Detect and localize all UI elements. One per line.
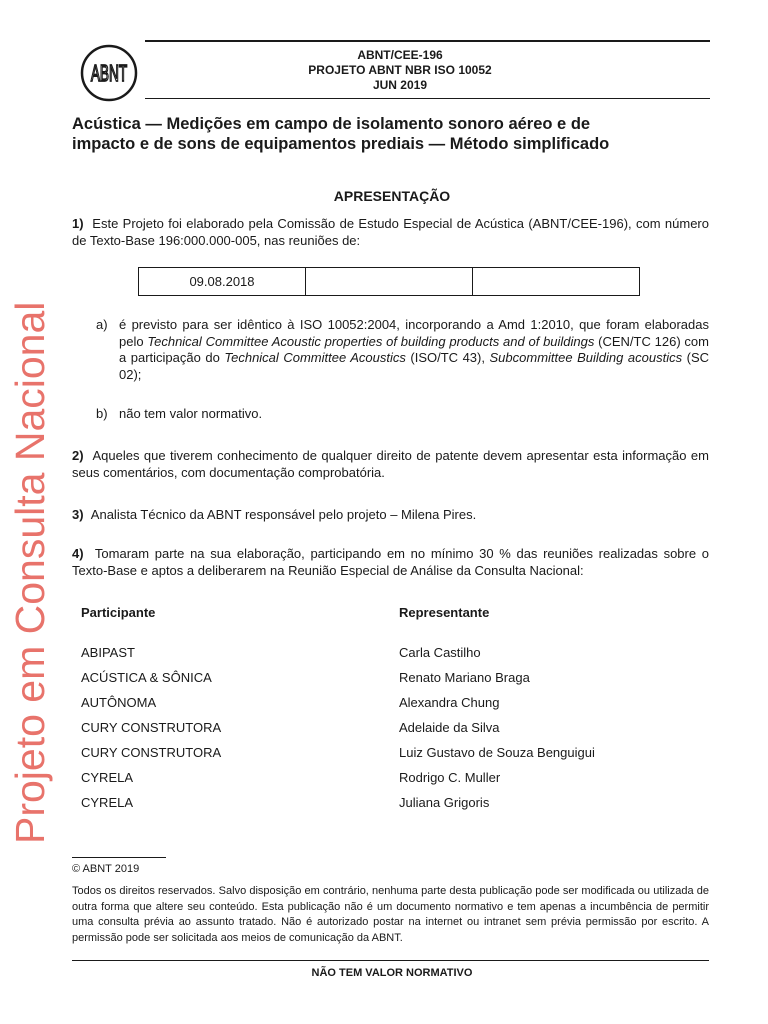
participant-cell: ACÚSTICA & SÔNICA bbox=[81, 670, 212, 685]
meeting-dates-table bbox=[138, 267, 640, 296]
meeting-date-cell bbox=[473, 268, 640, 296]
document-title-line2: impacto e de sons de equipamentos prediais — Método simplificado bbox=[72, 135, 610, 153]
footer-rule bbox=[72, 960, 709, 961]
list-item-b bbox=[96, 406, 709, 423]
paragraph-1 bbox=[72, 216, 709, 249]
list-item-b-label: b) bbox=[96, 406, 108, 421]
side-watermark: Projeto em Consulta Nacional bbox=[7, 301, 53, 844]
header-bottom-rule bbox=[145, 98, 710, 99]
list-item-a-text: é previsto para ser idêntico à ISO 10052:2004, incorporando a Amd 1:2010, que foram elaboradas pelo Technical Committee Acoustic properties of building products and of buildings (CEN/TC 126) com a participação do Technical Committee Acoustics (ISO/TC 43), Subcommittee Building acoustics (SC 02); bbox=[119, 317, 710, 382]
header-date: JUN 2019 bbox=[372, 78, 428, 92]
representative-cell: Carla Castilho bbox=[399, 645, 481, 660]
representative-cell: Juliana Grigoris bbox=[399, 795, 490, 810]
copyright-notice: © ABNT 2019 bbox=[72, 863, 140, 875]
paragraph-4-number: 4) bbox=[72, 546, 84, 561]
copyright-rule bbox=[72, 857, 166, 858]
paragraph-2 bbox=[72, 448, 709, 481]
paragraph-2-number: 2) bbox=[72, 448, 84, 463]
participant-cell: CURY CONSTRUTORA bbox=[81, 745, 222, 760]
list-item-a-label: a) bbox=[96, 317, 108, 332]
abnt-logo bbox=[80, 44, 138, 102]
participant-cell: CYRELA bbox=[81, 795, 134, 810]
paragraph-3-number: 3) bbox=[72, 507, 84, 522]
section-title: APRESENTAÇÃO bbox=[333, 188, 451, 204]
participant-cell: CYRELA bbox=[81, 770, 134, 785]
abnt-logo-text bbox=[91, 62, 128, 88]
paragraph-1-number: 1) bbox=[72, 216, 84, 231]
participant-cell: ABIPAST bbox=[81, 645, 135, 660]
paragraph-2-text: Aqueles que tiverem conhecimento de qualquer direito de patente devem apresentar esta informação em seus comentários, com documentação comprobatória. bbox=[72, 448, 709, 480]
participant-cell: CURY CONSTRUTORA bbox=[81, 720, 222, 735]
footer-label: NÃO TEM VALOR NORMATIVO bbox=[311, 967, 473, 979]
representative-cell: Luiz Gustavo de Souza Benguigui bbox=[399, 745, 595, 760]
list-item-b-text: não tem valor normativo. bbox=[119, 406, 263, 421]
rights-notice: Todos os direitos reservados. Salvo disposição em contrário, nenhuma parte desta publicação pode ser modificada ou utilizada de outra forma que altere seu conteúdo. Esta publicação não é um documento normativo e tem apenas a incumbência de permitir uma consulta prévia ao assunto tratado. Não é autorizado postar na internet ou intranet sem prévia permissão por escrito. A permissão pode ser solicitada aos meios de comunicação da ABNT. bbox=[72, 885, 709, 944]
paragraph-1-text: Este Projeto foi elaborado pela Comissão de Estudo Especial de Acústica (ABNT/CEE-196), com número de Texto-Base 196:000.000-005, nas reuniões de: bbox=[72, 216, 709, 248]
paragraph-3 bbox=[72, 507, 709, 524]
paragraph-3-text: Analista Técnico da ABNT responsável pelo projeto – Milena Pires. bbox=[90, 507, 477, 522]
representative-cell: Renato Mariano Braga bbox=[399, 670, 530, 685]
participant-cell: AUTÔNOMA bbox=[81, 695, 157, 710]
header-committee: ABNT/CEE-196 bbox=[357, 48, 443, 62]
meeting-date-cell: 09.08.2018 bbox=[139, 268, 306, 296]
meeting-date-cell bbox=[306, 268, 473, 296]
header-project: PROJETO ABNT NBR ISO 10052 bbox=[308, 63, 492, 77]
paragraph-4 bbox=[72, 546, 709, 579]
representative-cell: Rodrigo C. Muller bbox=[399, 770, 501, 785]
representative-cell: Adelaide da Silva bbox=[399, 720, 500, 735]
list-item-a bbox=[96, 317, 709, 383]
document-title-line1: Acústica — Medições em campo de isolamento sonoro aéreo e de bbox=[72, 115, 591, 133]
header-top-rule bbox=[145, 40, 710, 42]
participant-column-header: Participante bbox=[81, 605, 156, 620]
representative-column-header: Representante bbox=[399, 605, 490, 620]
svg-text:ABNT: ABNT bbox=[90, 61, 128, 88]
representative-cell: Alexandra Chung bbox=[399, 695, 500, 710]
paragraph-4-text: Tomaram parte na sua elaboração, participando em no mínimo 30 % das reuniões realizadas sobre o Texto-Base e aptos a deliberarem na Reunião Especial de Análise da Consulta Nacional: bbox=[72, 546, 709, 578]
